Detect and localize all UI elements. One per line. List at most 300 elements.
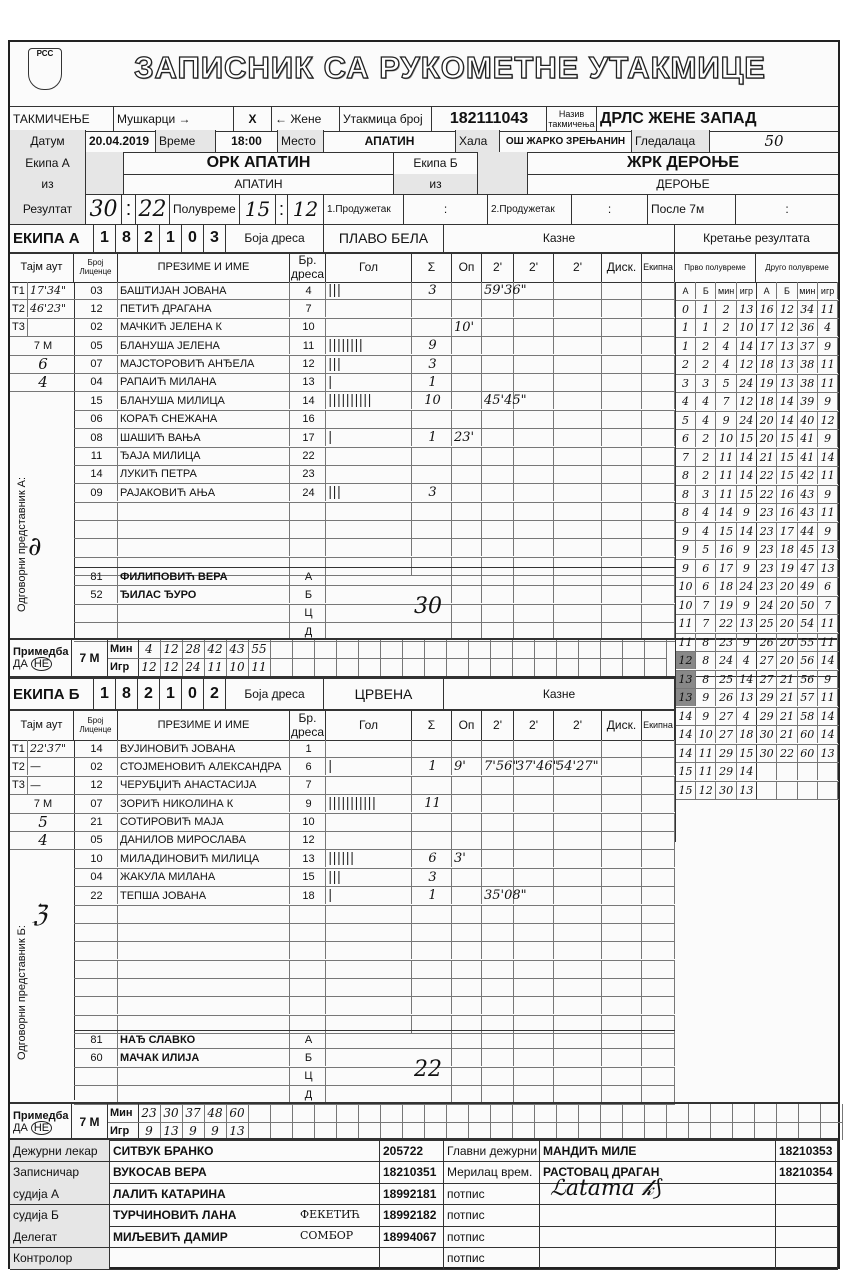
cell-p3	[554, 282, 602, 299]
cities-row	[10, 174, 838, 195]
col-sum: Σ	[412, 252, 452, 282]
min-value: 48	[204, 1104, 226, 1123]
from-label-b: из	[394, 174, 478, 194]
progress-cell: 18	[778, 541, 798, 558]
cell-sum	[412, 814, 452, 831]
cell-p3	[554, 392, 602, 409]
footer-number-right	[776, 1183, 838, 1204]
cell-exp	[642, 887, 675, 904]
progress-cell: 11	[818, 356, 838, 373]
jersey-b: ЦРВЕНА	[324, 679, 444, 709]
official-penalty-cell	[482, 1049, 514, 1066]
cell-p1	[482, 942, 514, 959]
hall-value: ОШ ЖАРКО ЗРЕЊАНИН	[500, 130, 632, 152]
timeout-1: T1 17'34"	[10, 282, 74, 300]
cell-goals: |||	[326, 282, 412, 299]
seven-m-b-value: 4	[38, 373, 48, 392]
spectators-label: Гледалаца	[632, 130, 710, 152]
footer-label-right: Мерилац врем.	[444, 1162, 540, 1183]
score-progress-table	[675, 282, 839, 842]
competition-label: ТАКМИЧЕЊЕ	[10, 107, 114, 131]
cell-p3	[554, 832, 602, 849]
competition-row	[10, 106, 838, 132]
min-cell	[798, 1104, 821, 1140]
progress-cell: 19	[778, 560, 798, 577]
cell-lic: 05	[74, 337, 118, 354]
cell-goals	[326, 300, 412, 317]
player-row	[74, 832, 675, 850]
cell-sum	[412, 740, 452, 757]
cell-exp	[642, 374, 675, 391]
cell-name: СТОЈМЕНОВИЋ АЛЕКСАНДРА	[118, 758, 290, 775]
footer-number: 18210351	[380, 1162, 444, 1183]
progress-cell: 9	[737, 560, 757, 577]
progress-cell: 14	[818, 708, 838, 725]
cell-p2	[514, 282, 554, 299]
igr-value	[468, 659, 490, 676]
cell-sum	[412, 924, 452, 941]
col-p2: 2'	[514, 252, 554, 282]
official-role: А	[290, 1031, 326, 1048]
progress-cell: 18	[757, 356, 777, 373]
progress-cell: 27	[757, 671, 777, 688]
cell-p3	[554, 795, 602, 812]
player-row	[74, 448, 675, 466]
team-a-timeouts	[10, 282, 75, 638]
cell-no: 16	[290, 411, 326, 428]
min-value	[380, 640, 402, 659]
cell-disq	[602, 795, 642, 812]
progress-cell: 2	[696, 449, 716, 466]
cell-op	[452, 997, 482, 1014]
progress-cell: 20	[757, 412, 777, 429]
min-value	[446, 1104, 468, 1123]
min-cell	[490, 640, 513, 676]
cell-op	[452, 521, 482, 538]
team-a-players-table	[74, 282, 675, 576]
after7-value: :	[785, 202, 789, 216]
cell-p1	[482, 997, 514, 1014]
progress-cell: 11	[818, 301, 838, 318]
min-labels	[108, 640, 139, 676]
progress-row	[676, 375, 839, 394]
igr-value	[314, 659, 336, 676]
cell-p3	[554, 924, 602, 941]
progress-cell: 13	[737, 689, 757, 706]
spacer	[86, 152, 124, 174]
cell-disq	[602, 356, 642, 373]
cell-p1	[482, 795, 514, 812]
min-value	[336, 1104, 358, 1123]
cell-op	[452, 887, 482, 904]
official-penalty-cell	[482, 605, 514, 622]
cell-p1: 7'56"	[484, 759, 519, 775]
cell-disq	[602, 869, 642, 886]
cell-p2	[514, 448, 554, 465]
player-row	[74, 484, 675, 502]
min-value	[798, 1104, 820, 1123]
cell-goals: |	[326, 758, 412, 775]
progress-cell: 29	[757, 708, 777, 725]
min-cell	[688, 1104, 711, 1140]
cell-exp	[642, 300, 675, 317]
cell-exp	[642, 448, 675, 465]
seven-m-b-value: 4	[38, 831, 48, 850]
cell-lic: 06	[74, 411, 118, 428]
cell-sum	[412, 448, 452, 465]
team-a-officials	[74, 567, 675, 640]
progress-row	[676, 319, 839, 338]
progress-cell: 15	[778, 467, 798, 484]
cell-p3	[554, 887, 602, 904]
progress-cell: 11	[696, 763, 716, 780]
cell-lic: 07	[74, 795, 118, 812]
progress-cell: 19	[717, 597, 737, 614]
progress-cell: 5	[696, 541, 716, 558]
col-exp: Екипна	[642, 710, 675, 740]
igr-value	[380, 659, 402, 676]
cell-no: 12	[290, 832, 326, 849]
cell-name: МАЈСТОРОВИЋ АНЂЕЛА	[118, 356, 290, 373]
min-value	[446, 640, 468, 659]
cell-p1	[482, 503, 514, 520]
timeout-2-value: 46'23"	[30, 302, 67, 316]
result-a: 30	[86, 194, 122, 224]
progress-cell: 7	[696, 597, 716, 614]
progress-cell: 4	[737, 708, 757, 725]
team-b-rep-label: Одговорни представник Б:	[16, 925, 28, 1060]
cell-name: СОТИРОВИЋ МАЈА	[118, 814, 290, 831]
progress-cell: 7	[717, 393, 737, 410]
min-cell	[314, 640, 337, 676]
cell-no	[290, 979, 326, 996]
official-name: ФИЛИПОВИЋ ВЕРА	[118, 568, 290, 585]
footer-row	[10, 1205, 838, 1227]
team-a-label: Екипа А	[10, 152, 86, 174]
cell-p2	[514, 961, 554, 978]
footer-label: судија А	[10, 1183, 110, 1204]
cell-no: 13	[290, 850, 326, 867]
ot1-value: :	[404, 194, 488, 224]
timeout-2: T2 46'23"	[10, 300, 74, 318]
min-value	[292, 640, 314, 659]
cell-lic: 14	[74, 466, 118, 483]
cell-p3	[554, 961, 602, 978]
cell-op	[452, 374, 482, 391]
col-sum: Σ	[412, 710, 452, 740]
cell-lic	[74, 906, 118, 923]
cell-exp	[642, 997, 675, 1014]
progress-cell: 0	[676, 301, 696, 318]
progress-cell: 2	[717, 301, 737, 318]
min-cell	[534, 1104, 557, 1140]
progress-cell: 7	[696, 615, 716, 632]
cell-p2	[514, 979, 554, 996]
min-value	[490, 1104, 512, 1123]
cell-p2	[514, 539, 554, 556]
player-row	[74, 869, 675, 887]
progress-cell: 9	[737, 541, 757, 558]
progress-cell: 22	[757, 486, 777, 503]
progress-cell: 17	[757, 338, 777, 355]
progress-cell: 14	[676, 726, 696, 743]
progress-cell: 60	[798, 726, 818, 743]
cell-lic: 07	[74, 356, 118, 373]
footer-name: МИЉЕВИЋ ДАМИР	[110, 1226, 380, 1247]
player-row	[74, 795, 675, 813]
cell-p1	[482, 777, 514, 794]
official-role: Ц	[290, 605, 326, 622]
seven-m-b	[10, 832, 74, 850]
igr-value	[490, 659, 512, 676]
ot2-value: :	[572, 194, 648, 224]
min-cell	[424, 1104, 447, 1140]
cell-sum	[412, 832, 452, 849]
cell-disq	[602, 887, 642, 904]
cell-lic: 08	[74, 429, 118, 446]
cell-sum: 3	[412, 356, 452, 373]
cell-p2	[514, 466, 554, 483]
progress-cell: 9	[818, 430, 838, 447]
page-title: ЗАПИСНИК СА РУКОМЕТНЕ УТАКМИЦЕ	[134, 50, 766, 85]
min-value	[820, 1104, 842, 1123]
cell-p2	[514, 869, 554, 886]
cell-p3	[554, 869, 602, 886]
cell-p2	[514, 356, 554, 373]
player-row	[74, 740, 675, 758]
progress-cell: 11	[818, 375, 838, 392]
cell-name: МИЛАДИНОВИЋ МИЛИЦА	[118, 850, 290, 867]
progress-cell: 3	[696, 486, 716, 503]
progress-cell: 60	[798, 745, 818, 762]
min-cell	[710, 1104, 733, 1140]
progress-cell: 17	[757, 319, 777, 336]
cell-op	[452, 466, 482, 483]
col-disq: Диск.	[602, 252, 642, 282]
progress-cell: 14	[737, 763, 757, 780]
progress-cell: 13	[778, 375, 798, 392]
igr-value: 11	[251, 660, 267, 674]
player-row	[74, 924, 675, 942]
cell-goals	[326, 466, 412, 483]
cell-lic: 02	[74, 319, 118, 336]
progress-cell: 6	[696, 578, 716, 595]
cell-disq	[602, 411, 642, 428]
team-b-section-label: ЕКИПА Б	[10, 679, 94, 709]
footer-row	[10, 1140, 838, 1162]
cell-sum: 9	[412, 337, 452, 354]
official-name: ЂИЛАС ЂУРО	[118, 586, 290, 603]
half-a: 15	[240, 194, 276, 224]
igr-value	[402, 659, 424, 676]
player-row	[74, 814, 675, 832]
progress-col: А	[757, 282, 777, 299]
remark-label-b: Примедба	[13, 1110, 69, 1122]
min-value	[380, 1104, 402, 1123]
remark-yes-b: ДА	[13, 1122, 28, 1134]
progress-cell: 55	[798, 634, 818, 651]
cell-p2	[514, 777, 554, 794]
progress-cell: 16	[757, 301, 777, 318]
min-value: 60	[226, 1104, 248, 1123]
footer-name: СИТВУК БРАНКО	[110, 1140, 380, 1161]
official-penalty-cell	[452, 1031, 482, 1048]
seven-m-b	[10, 374, 74, 392]
cell-goals	[326, 942, 412, 959]
cell-disq	[602, 850, 642, 867]
min-value	[556, 640, 578, 659]
footer-number: 205722	[380, 1140, 444, 1161]
min-value	[534, 640, 556, 659]
cell-p2	[514, 942, 554, 959]
cell-op	[452, 832, 482, 849]
progress-cell: 4	[696, 523, 716, 540]
min-value	[336, 640, 358, 659]
cell-p2	[514, 300, 554, 317]
player-row	[74, 282, 675, 300]
remark-cell-a	[10, 640, 72, 676]
cell-lic	[74, 503, 118, 520]
cell-goals	[326, 319, 412, 336]
cell-no: 17	[290, 429, 326, 446]
progress-cell: 23	[757, 560, 777, 577]
cell-lic: 10	[74, 850, 118, 867]
cell-sum	[412, 979, 452, 996]
timeout-3: T3 —	[10, 777, 74, 795]
progress-row	[676, 486, 839, 505]
cell-op	[452, 869, 482, 886]
progress-row	[676, 745, 839, 764]
progress-cell: 2	[696, 356, 716, 373]
cell-p3	[554, 850, 602, 867]
cell-op	[452, 392, 482, 409]
progress-cell: 23	[757, 504, 777, 521]
progress-cell	[778, 763, 798, 780]
min-value	[292, 1104, 314, 1123]
progress-row	[676, 726, 839, 745]
col-no: Бр. дреса	[290, 253, 325, 281]
progress-cell: 18	[717, 578, 737, 595]
official-lic: 52	[74, 586, 118, 603]
progress-cell: 27	[717, 726, 737, 743]
cell-disq	[602, 814, 642, 831]
player-row	[74, 906, 675, 924]
result-b: 22	[136, 194, 170, 224]
player-row	[74, 374, 675, 392]
team-a-code-digit: 1	[160, 224, 182, 252]
team-a-column-header	[10, 252, 838, 283]
spacer	[478, 152, 528, 174]
progress-cell: 21	[778, 671, 798, 688]
cell-sum	[412, 539, 452, 556]
cell-name	[118, 924, 290, 941]
team-b-players-table	[74, 740, 675, 1034]
footer-number-right	[776, 1205, 838, 1226]
cell-disq	[602, 319, 642, 336]
footer-label: Контролор	[10, 1248, 110, 1269]
remark-label-a: Примедба	[13, 646, 69, 658]
col-goal: Гол	[326, 252, 412, 282]
competition-name: ДРЛС ЖЕНЕ ЗАПАД	[600, 110, 757, 127]
footer-label-right: потпис	[444, 1183, 540, 1204]
progress-row	[676, 560, 839, 579]
progress-cell: 13	[676, 689, 696, 706]
cell-goals	[326, 814, 412, 831]
official-penalty-cell	[482, 1031, 514, 1048]
cell-no: 22	[290, 448, 326, 465]
cell-disq	[602, 906, 642, 923]
official-row	[74, 605, 675, 623]
official-row	[74, 586, 675, 604]
igr-value	[600, 659, 622, 676]
team-b-label: Екипа Б	[394, 152, 478, 174]
cell-op: 10'	[452, 319, 482, 336]
min-cell	[402, 640, 425, 676]
col-op: Оп	[452, 252, 482, 282]
cell-p3	[554, 942, 602, 959]
progress-cell: 49	[798, 578, 818, 595]
min-cell	[292, 640, 315, 676]
min-labels	[108, 1104, 139, 1140]
half-b: 12	[288, 194, 324, 224]
timeout-3-value	[28, 319, 74, 336]
cell-op	[452, 740, 482, 757]
min-value: 43	[226, 640, 248, 659]
cell-p2	[514, 484, 554, 501]
min-value	[710, 1104, 732, 1123]
cell-exp	[642, 758, 675, 775]
timeout-2-value: —	[30, 760, 41, 774]
cell-name: ЂАЈА МИЛИЦА	[118, 448, 290, 465]
progress-row	[676, 578, 839, 597]
official-role: Ц	[290, 1068, 326, 1085]
progress-cell: 22	[757, 467, 777, 484]
min-cell	[644, 1104, 667, 1140]
cell-name: РАПАИЋ МИЛАНА	[118, 374, 290, 391]
official-row	[74, 1031, 675, 1049]
progress-row	[676, 615, 839, 634]
cell-exp	[642, 319, 675, 336]
cell-goals	[326, 997, 412, 1014]
progress-cell: 4	[676, 393, 696, 410]
cell-op	[452, 448, 482, 465]
official-role: А	[290, 568, 326, 585]
cell-disq	[602, 924, 642, 941]
time-value: 18:00	[216, 130, 278, 152]
seven-m-text: 7 М	[33, 339, 53, 352]
cell-goals: |||	[326, 869, 412, 886]
progress-cell: 38	[798, 356, 818, 373]
min-cell	[380, 640, 403, 676]
progress-cell: 16	[778, 504, 798, 521]
official-penalty-cell	[602, 1068, 642, 1085]
team-a-code-digit: 2	[138, 224, 160, 252]
cell-no: 12	[290, 356, 326, 373]
cell-disq	[602, 282, 642, 299]
seven-m-a-value: 6	[38, 355, 48, 374]
min-value	[578, 1104, 600, 1123]
progress-cell: 21	[757, 449, 777, 466]
igr-value	[336, 659, 358, 676]
official-row	[74, 1068, 675, 1086]
cell-op	[452, 539, 482, 556]
cell-no: 9	[290, 795, 326, 812]
footer-label-right: потпис	[444, 1226, 540, 1247]
progress-cell: 12	[676, 652, 696, 669]
footer-name: ВУКОСАВ ВЕРА	[110, 1162, 380, 1183]
progress-cell: 50	[798, 597, 818, 614]
min-value: 28	[182, 640, 204, 659]
